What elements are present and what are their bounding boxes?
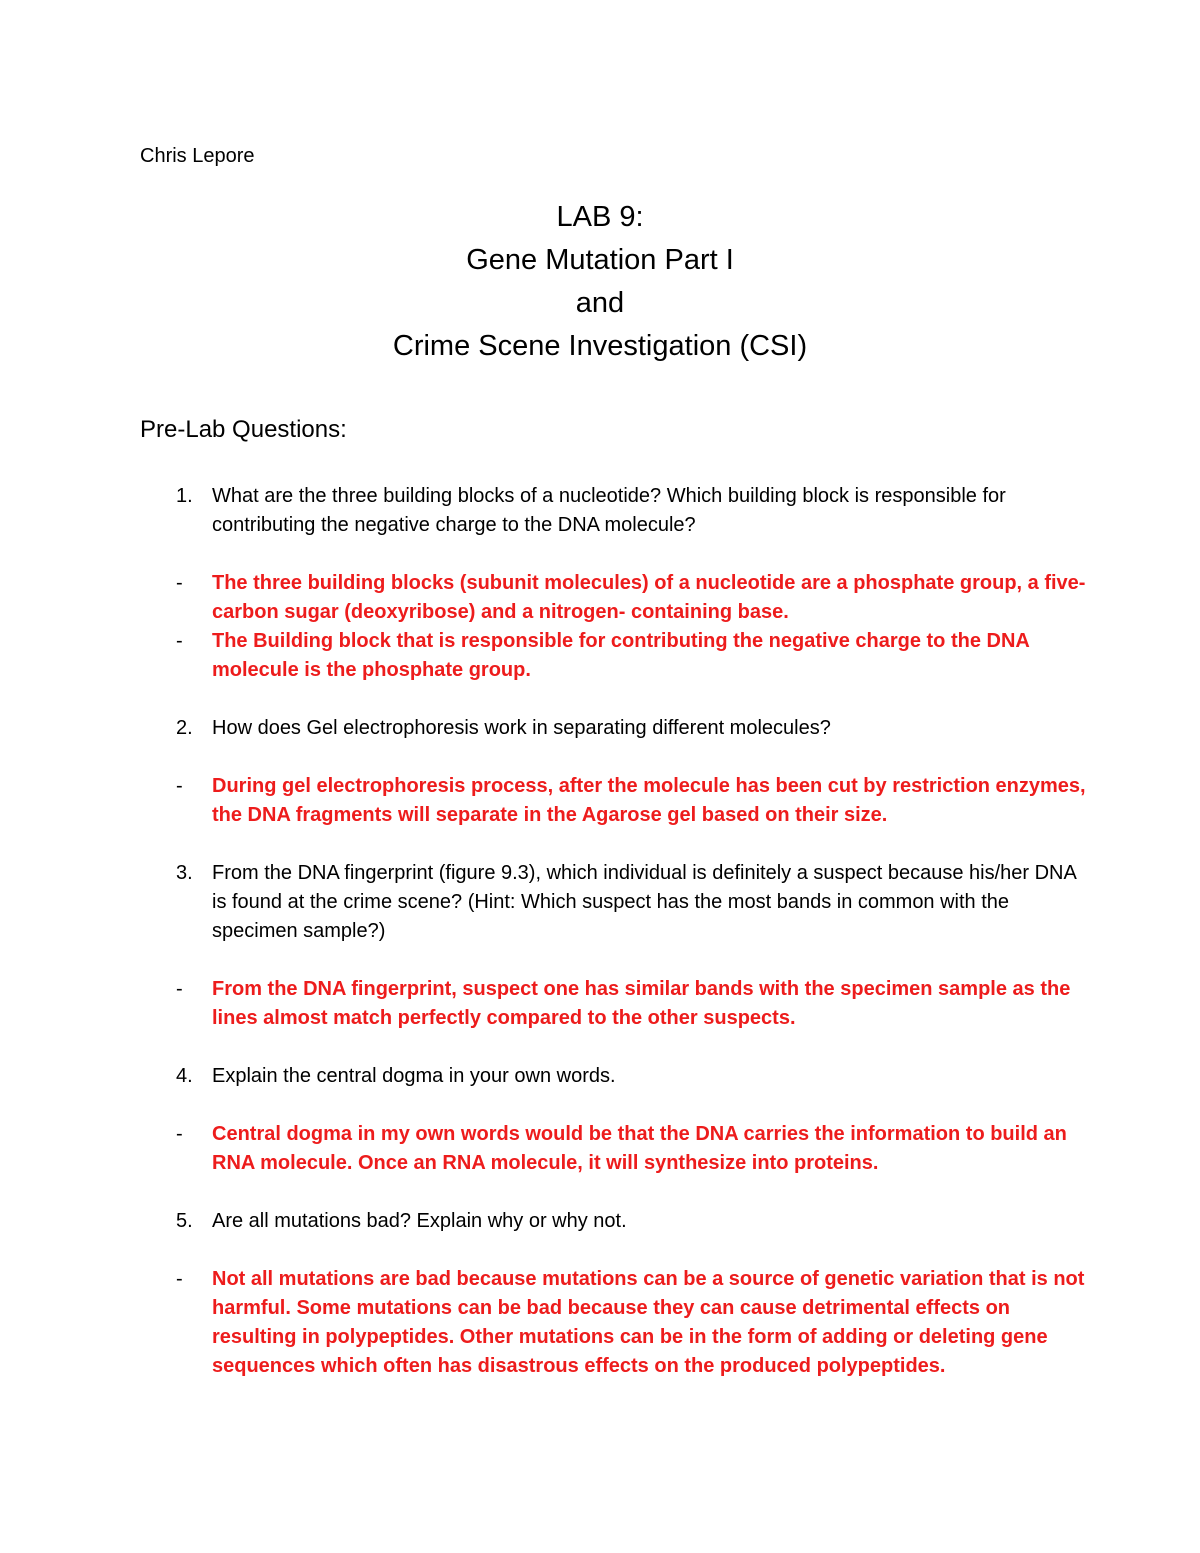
answer-item [140,1265,1090,1381]
question-item [140,482,1090,540]
title-line: Gene Mutation Part I [466,244,734,276]
title-line: Crime Scene Investigation (CSI) [392,330,808,362]
section-heading: Pre-Lab Questions: [140,416,347,443]
lab-title [0,196,1200,368]
answer-text: The three building blocks (subunit molecules) of a nucleotide are a phosphate group, a five-carbon sugar (deoxyribose) and a nitrogen- containing base. [212,572,1086,623]
question-text: From the DNA fingerprint (figure 9.3), which individual is definitely a suspect because his/her DNA is found at the crime scene? (Hint: Which suspect has the most bands in common with the specimen sample?) [212,862,1076,942]
answer-item [140,772,1090,830]
dash-bullet: - [176,572,183,594]
question-item [140,1062,1090,1091]
answer-text: From the DNA fingerprint, suspect one has similar bands with the specimen sample as the lines almost match perfectly compared to the other suspects. [212,978,1071,1029]
author-name: Chris Lepore [140,145,255,167]
dash-bullet: - [176,630,183,652]
answer-item [140,627,1090,685]
dash-bullet: - [176,978,183,1000]
question-item [140,1207,1090,1236]
question-text: Are all mutations bad? Explain why or why not. [212,1210,627,1232]
question-text: How does Gel electrophoresis work in separating different molecules? [212,717,831,739]
answer-text: Central dogma in my own words would be that the DNA carries the information to build an RNA molecule. Once an RNA molecule, it will synthesize into proteins. [212,1123,1067,1174]
answer-text: During gel electrophoresis process, after the molecule has been cut by restriction enzymes, the DNA fragments will separate in the Agarose gel based on their size. [212,775,1086,826]
question-text: What are the three building blocks of a nucleotide? Which building block is responsible for contributing the negative charge to the DNA molecule? [212,485,1006,536]
answer-item [140,975,1090,1033]
answer-text: The Building block that is responsible for contributing the negative charge to the DNA molecule is the phosphate group. [212,630,1030,681]
question-list [140,482,1090,1381]
title-line: and [575,287,625,319]
answer-item [140,1120,1090,1178]
answer-item [140,569,1090,627]
dash-bullet: - [176,1123,183,1145]
question-number: 2. [176,717,193,739]
question-number: 4. [176,1065,193,1087]
dash-bullet: - [176,1268,183,1290]
question-number: 5. [176,1210,193,1232]
question-item [140,714,1090,743]
question-number: 1. [176,485,193,507]
question-text: Explain the central dogma in your own words. [212,1065,616,1087]
title-line: LAB 9: [556,201,644,233]
question-number: 3. [176,862,193,884]
dash-bullet: - [176,775,183,797]
question-item [140,859,1090,946]
answer-text: Not all mutations are bad because mutations can be a source of genetic variation that is not harmful. Some mutations can be bad because they can cause detrimental effects on resulting in polypeptides. Other mutations can be in the form of adding or deleting gene sequences which often has disastrous effects on the produced polypeptides. [212,1268,1085,1377]
